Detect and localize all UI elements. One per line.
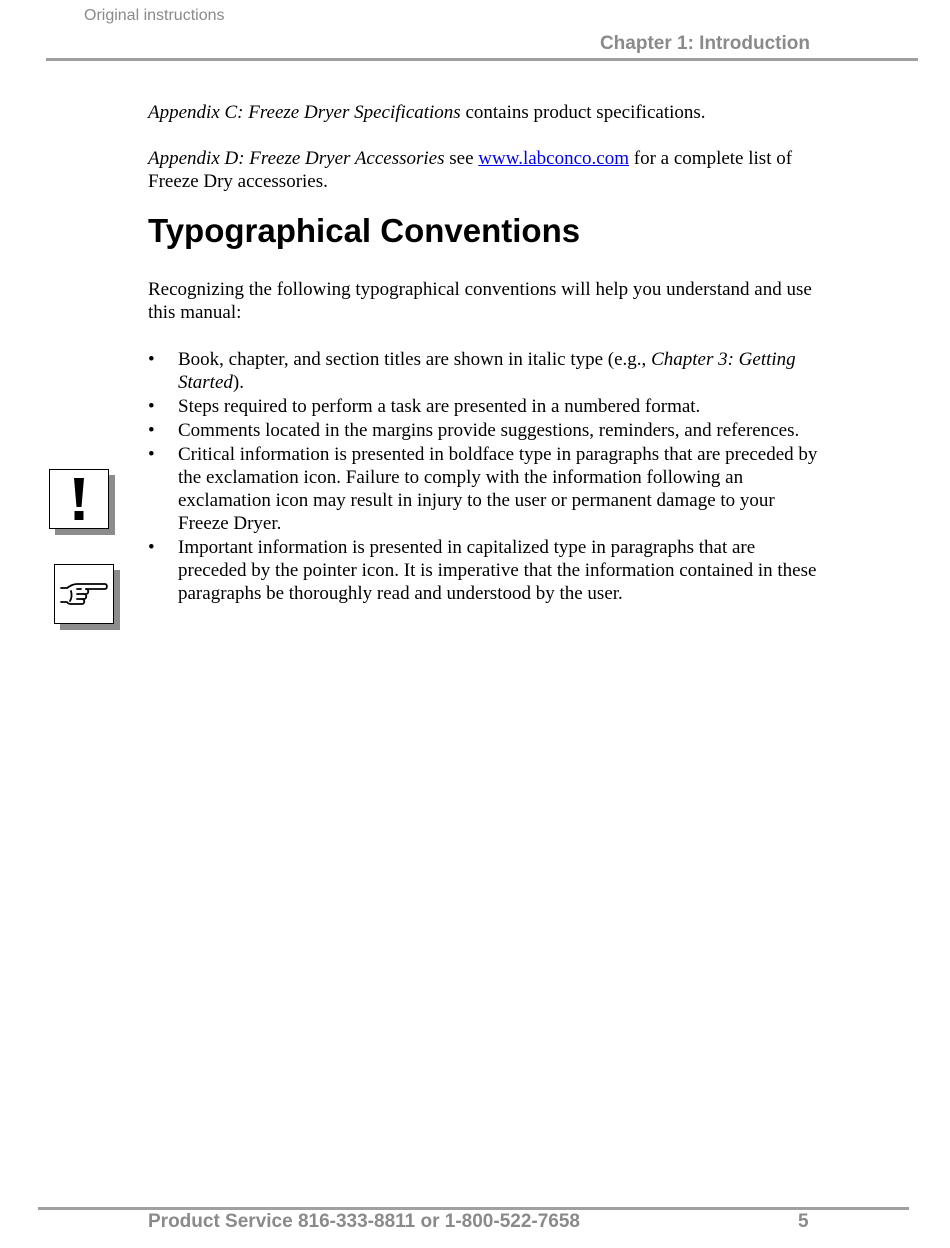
appendix-d-see: see <box>444 148 479 169</box>
bullet: • <box>148 420 155 441</box>
pointing-hand-icon <box>54 564 114 624</box>
bullet-3-text: Comments located in the margins provide suggestions, reminders, and references. <box>178 420 800 441</box>
page-number: 5 <box>798 1211 809 1232</box>
appendix-c-paragraph <box>148 101 818 124</box>
chapter-title: Chapter 1: Introduction <box>599 33 810 54</box>
bullet: • <box>148 444 155 465</box>
list-item <box>148 395 818 418</box>
appendix-c-title: Appendix C: Freeze Dryer Specifications <box>148 102 461 123</box>
exclamation-icon <box>49 469 109 529</box>
bullet-1-end: ). <box>232 372 244 393</box>
bullet: • <box>148 537 155 558</box>
exclamation-mark-glyph <box>71 477 87 521</box>
header-note: Original instructions <box>84 7 225 24</box>
bullet-4-text: Critical information is presented in boldface type in paragraphs that are preceded by the exclamation icon. Failure to comply with the information following an exclamation icon may result in injury to the user or permanent damage to your Freeze Dryer. <box>178 444 818 534</box>
bullet-1-example: Chapter 3: Getting Started <box>178 349 796 393</box>
bullet: • <box>148 396 155 417</box>
list-item <box>148 419 818 442</box>
product-service-text: Product Service 816-333-8811 or 1-800-522-7658 <box>148 1211 580 1232</box>
appendix-d-paragraph <box>148 147 818 193</box>
bullet: • <box>148 349 155 370</box>
list-item <box>148 443 818 535</box>
bullet-5-text: Important information is presented in capitalized type in paragraphs that are preceded by the pointer icon. It is imperative that the information contained in these paragraphs be thoroughly read and understood by the user. <box>178 537 817 604</box>
conventions-list <box>148 348 818 606</box>
intro-paragraph: Recognizing the following typographical conventions will help you understand and use this manual: <box>148 279 812 323</box>
section-heading: Typographical Conventions <box>148 212 581 249</box>
header-rule <box>46 58 918 61</box>
bullet-1-text: Book, chapter, and section titles are shown in italic type (e.g., <box>178 349 652 370</box>
footer-rule <box>38 1207 909 1210</box>
pointing-hand-glyph <box>59 579 109 609</box>
list-item <box>148 348 818 394</box>
appendix-d-title: Appendix D: Freeze Dryer Accessories <box>148 148 445 169</box>
appendix-d-text: for a complete list of Freeze Dry accessories. <box>148 148 793 192</box>
appendix-c-text: contains product specifications. <box>460 102 706 123</box>
labconco-link[interactable]: www.labconco.com <box>478 148 630 169</box>
bullet-2-text: Steps required to perform a task are presented in a numbered format. <box>178 396 701 417</box>
list-item <box>148 536 818 605</box>
